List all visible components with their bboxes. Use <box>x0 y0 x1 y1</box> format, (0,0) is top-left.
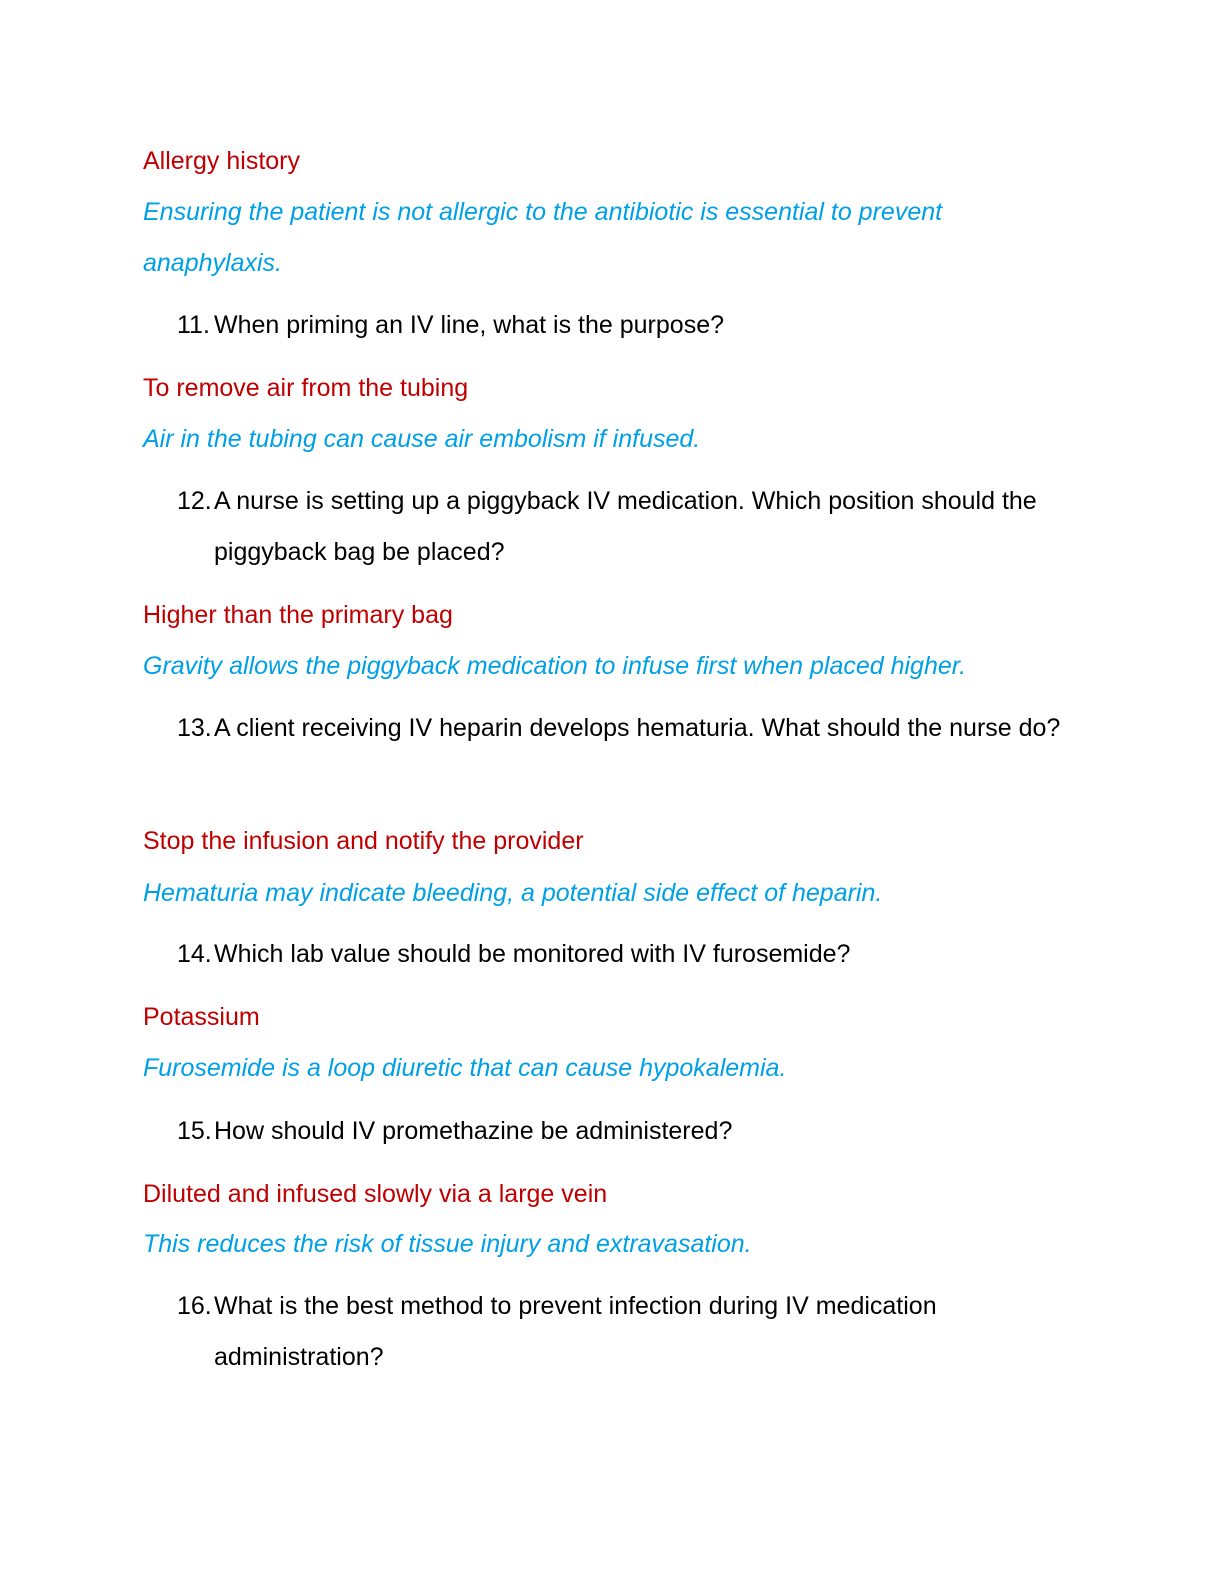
rationale-text: Furosemide is a loop diuretic that can cause hypokalemia. <box>143 1054 787 1082</box>
question-text: How should IV promethazine be administered? <box>214 1117 733 1145</box>
question-item <box>177 476 1077 578</box>
question-item <box>177 1281 1077 1383</box>
question-item <box>177 1106 1077 1157</box>
rationale-text: This reduces the risk of tissue injury and extravasation. <box>143 1230 752 1258</box>
question-text: What is the best method to prevent infection during IV medication administration? <box>214 1292 937 1371</box>
question-number: 16. <box>177 1292 212 1320</box>
rationale-text: Ensuring the patient is not allergic to the antibiotic is essential to prevent <box>143 198 943 226</box>
question-number: 14. <box>177 940 212 968</box>
answer-text: Higher than the primary bag <box>143 601 453 629</box>
question-text: When priming an IV line, what is the purpose? <box>214 311 724 339</box>
rationale-text: Gravity allows the piggyback medication to infuse first when placed higher. <box>143 652 967 680</box>
question-item <box>177 300 1077 351</box>
question-text: A nurse is setting up a piggyback IV medication. Which position should the piggyback bag be placed? <box>214 487 1037 566</box>
answer-text: Allergy history <box>143 147 300 175</box>
answer-text: Diluted and infused slowly via a large vein <box>143 1180 608 1208</box>
rationale-text: Hematuria may indicate bleeding, a potential side effect of heparin. <box>143 879 883 907</box>
question-text: A client receiving IV heparin develops hematuria. What should the nurse do? <box>214 714 1061 742</box>
rationale-text: Air in the tubing can cause air embolism if infused. <box>143 425 701 453</box>
rationale-text: anaphylaxis. <box>143 249 282 277</box>
answer-text: Potassium <box>143 1003 260 1031</box>
question-text: Which lab value should be monitored with IV furosemide? <box>214 940 851 968</box>
answer-text: Stop the infusion and notify the provider <box>143 827 584 855</box>
question-number: 11. <box>177 311 210 339</box>
answer-text: To remove air from the tubing <box>143 374 469 402</box>
question-item <box>177 929 1077 980</box>
question-item <box>177 703 1077 754</box>
question-number: 15. <box>177 1117 212 1145</box>
question-number: 13. <box>177 714 212 742</box>
question-number: 12. <box>177 487 212 515</box>
